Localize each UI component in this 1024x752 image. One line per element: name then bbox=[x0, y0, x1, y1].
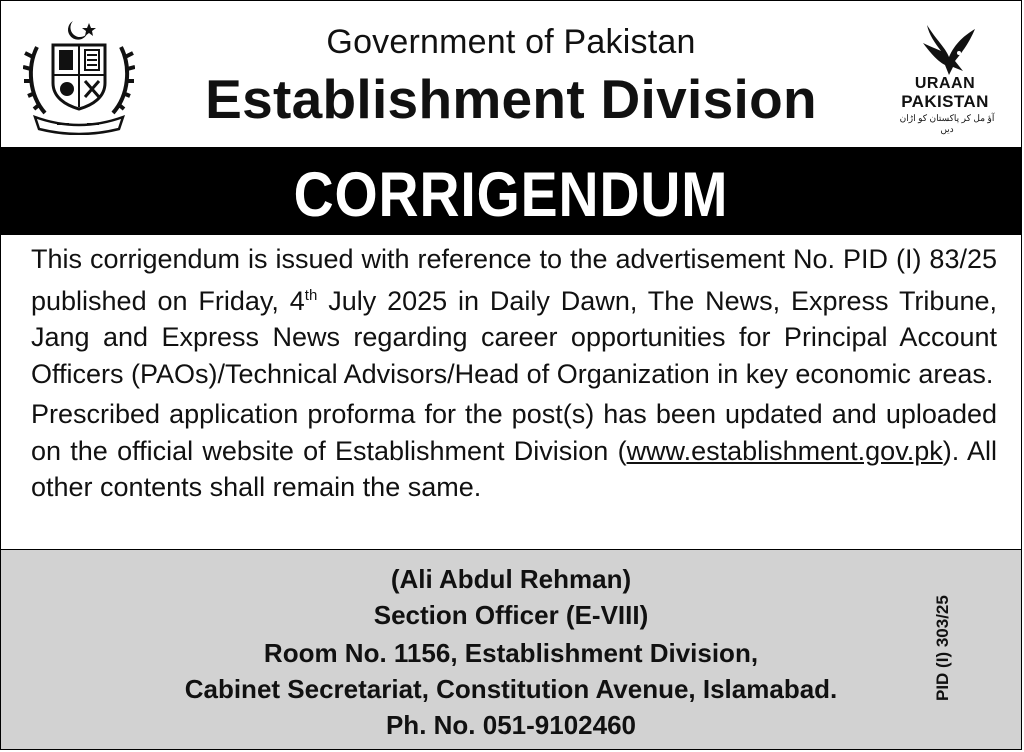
uraan-logo-line1: URAAN bbox=[914, 75, 976, 92]
website-link[interactable]: www.establishment.gov.pk bbox=[626, 435, 943, 466]
officer-designation: Section Officer (E-VIII) bbox=[373, 600, 649, 630]
signature-block bbox=[1, 549, 1021, 750]
division-title: Establishment Division bbox=[205, 68, 817, 130]
pid-number: PID (I) 303/25 bbox=[933, 595, 952, 701]
notice-body bbox=[31, 241, 997, 510]
uraan-logo-tagline: آؤ مل کر پاکستان کو اڑان دیں bbox=[899, 113, 995, 134]
paragraph-reference bbox=[31, 241, 997, 392]
date-ordinal-suffix: th bbox=[304, 286, 318, 304]
banner-title: CORRIGENDUM bbox=[293, 160, 729, 230]
corrigendum-banner bbox=[1, 147, 1021, 235]
officer-name: (Ali Abdul Rehman) bbox=[390, 564, 632, 594]
header bbox=[1, 1, 1021, 147]
paragraph-proforma bbox=[31, 396, 997, 506]
government-name: Government of Pakistan bbox=[326, 23, 696, 61]
eagle-icon bbox=[919, 21, 979, 77]
uraan-pakistan-logo bbox=[889, 19, 1001, 137]
paragraph-reference-text-2: July 2025 in Daily Dawn, The News, Express Tribune, Jang and Express News regarding career opportunities for Principal Account Officers (PAOs)/Technical Advisors/Head of Organization in key economic areas. bbox=[31, 285, 997, 389]
paragraph-proforma-text-2: ). All other contents shall remain the same. bbox=[31, 435, 997, 502]
paragraph-proforma-text-1: Prescribed application proforma for the post(s) has been updated and uploaded on the official website of Establishment Division ( bbox=[31, 399, 997, 466]
uraan-logo-line2: PAKISTAN bbox=[901, 92, 989, 111]
paragraph-reference-text-1: This corrigendum is issued with reference to the advertisement No. PID (I) 83/25 published on Friday, 4 bbox=[31, 244, 997, 316]
office-room: Room No. 1156, Establishment Division, bbox=[263, 638, 759, 668]
office-phone: Ph. No. 051-9102460 bbox=[385, 710, 637, 740]
office-address: Cabinet Secretariat, Constitution Avenue, Islamabad. bbox=[184, 674, 838, 704]
